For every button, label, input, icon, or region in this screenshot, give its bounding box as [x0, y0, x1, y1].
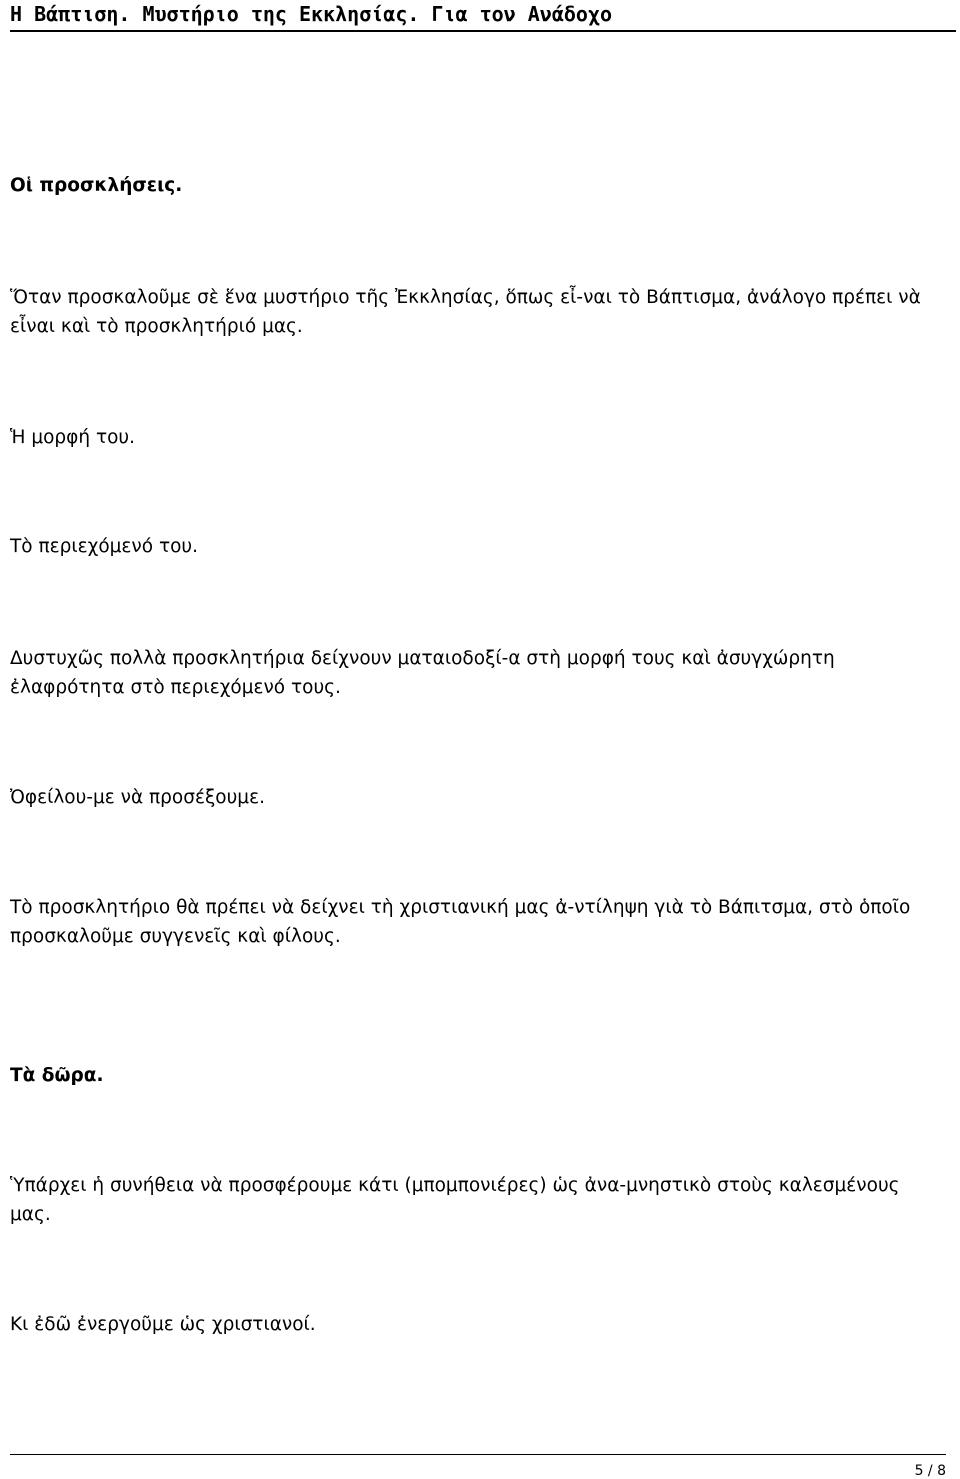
section-heading-invitations: Οἱ προσκλήσεις.: [10, 175, 183, 196]
page-footer: [10, 1454, 946, 1479]
page-header: [10, 0, 956, 32]
section-heading-gifts: Τὰ δῶρα.: [10, 1065, 104, 1086]
paragraph-its-form: Ἡ μορφή του.: [10, 427, 136, 448]
paragraph-we-must-be-careful: Ὀφείλου-με νὰ προσέξουμε.: [10, 787, 265, 808]
paragraph-invitation-intro: Ὅταν προσκαλοῦμε σὲ ἕνα μυστήριο τῆς Ἐκκλησίας, ὅπως εἶ-ναι τὸ Βάπτισμα, ἀνάλογο πρέπει νὰ εἶναι καὶ τὸ προσκλητήριό μας.: [10, 287, 921, 337]
document-title: Η Βάπτιση. Μυστήριο της Εκκλησίας. Για τον Ανάδοχο: [10, 2, 613, 26]
paragraph-act-as-christians: Κι ἐδῶ ἐνεργοῦμε ὡς χριστιανοί.: [10, 1314, 316, 1335]
paragraph-its-content: Τὸ περιεχόμενό του.: [10, 536, 198, 557]
paragraph-invitation-should-show: Τὸ προσκλητήριο θὰ πρέπει νὰ δείχνει τὴ χριστιανική μας ἀ-ντίληψη γιὰ τὸ Βάπιτσμα, στὸ ὁποῖο προσκαλοῦμε συγγενεῖς καὶ φίλους.: [10, 897, 911, 947]
paragraph-unfortunately: Δυστυχῶς πολλὰ προσκλητήρια δείχνουν ματαιοδοξί-α στὴ μορφή τους καὶ ἀσυγχώρητη ἐλαφρότητα στὸ περιεχόμενό τους.: [10, 648, 835, 698]
paragraph-custom-of-gifts: Ὑπάρχει ἡ συνήθεια νὰ προσφέρουμε κάτι (μπομπονιέρες) ὡς ἀνα-μνηστικὸ στοὺς καλεσμένους μας.: [10, 1175, 900, 1225]
page-number: 5 / 8: [914, 1463, 946, 1479]
